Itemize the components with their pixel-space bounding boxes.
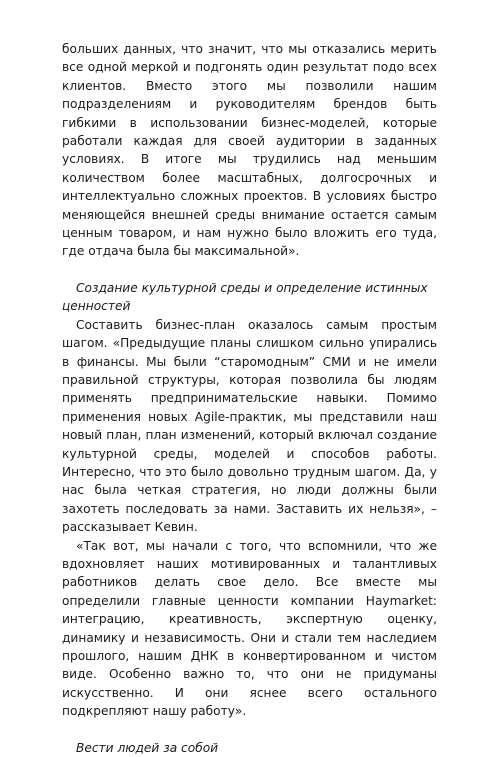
section-heading: Вести людей за собой — [76, 740, 219, 755]
section-heading: Создание культурной среды и определение истинных ценностей — [62, 280, 428, 314]
document-page — [62, 40, 437, 757]
body-paragraph: Составить бизнес-план оказалось самым простым шагом. «Предыдущие планы слишком сильно упирались в финансы. Мы были “старомодным” СМИ и не имели правильной структуры, которая позволила бы людям применять предпринимательские навыки. Помимо применения новых Agile-практик, мы представили наш новый план, план изменений, который включал создание культурной среды, моделей и способов работы. Интересно, что это было довольно трудным шагом. Да, у нас была четкая стратегия, но люди должны были захотеть последовать за нами. Заставить их нельзя», – рассказывает Кевин. — [62, 317, 437, 535]
body-paragraph: больших данных, что значит, что мы отказались мерить все одной меркой и подгонять один результат подо всех клиентов. Вместо этого мы позволили нашим подразделениям и руководителям брендов быть гибкими в использовании бизнес-моделей, которые работали каждая для своей аудитории в заданных условиях. В итоге мы трудились над меньшим количеством более масштабных, долгосрочных и интеллектуально сложных проектов. В условиях быстро меняющейся внешней среды внимание остается самым ценным товаром, и нам нужно было вложить его туда, где отдача была бы максимальной». — [62, 42, 437, 259]
body-paragraph: «Так вот, мы начали с того, что вспомнили, что же вдохновляет наших мотивированных и талантливых работников делать свое дело. Все вместе мы определили главные ценности компании Haymarket: интеграцию, креативность, экспертную оценку, динамику и независимость. Они и стали тем наследием прошлого, нашим ДНК в конвертированном и чистом виде. Особенно важно то, что они не придуманы искусственно. И они яснее всего остального подкрепляют нашу работу». — [62, 538, 437, 719]
